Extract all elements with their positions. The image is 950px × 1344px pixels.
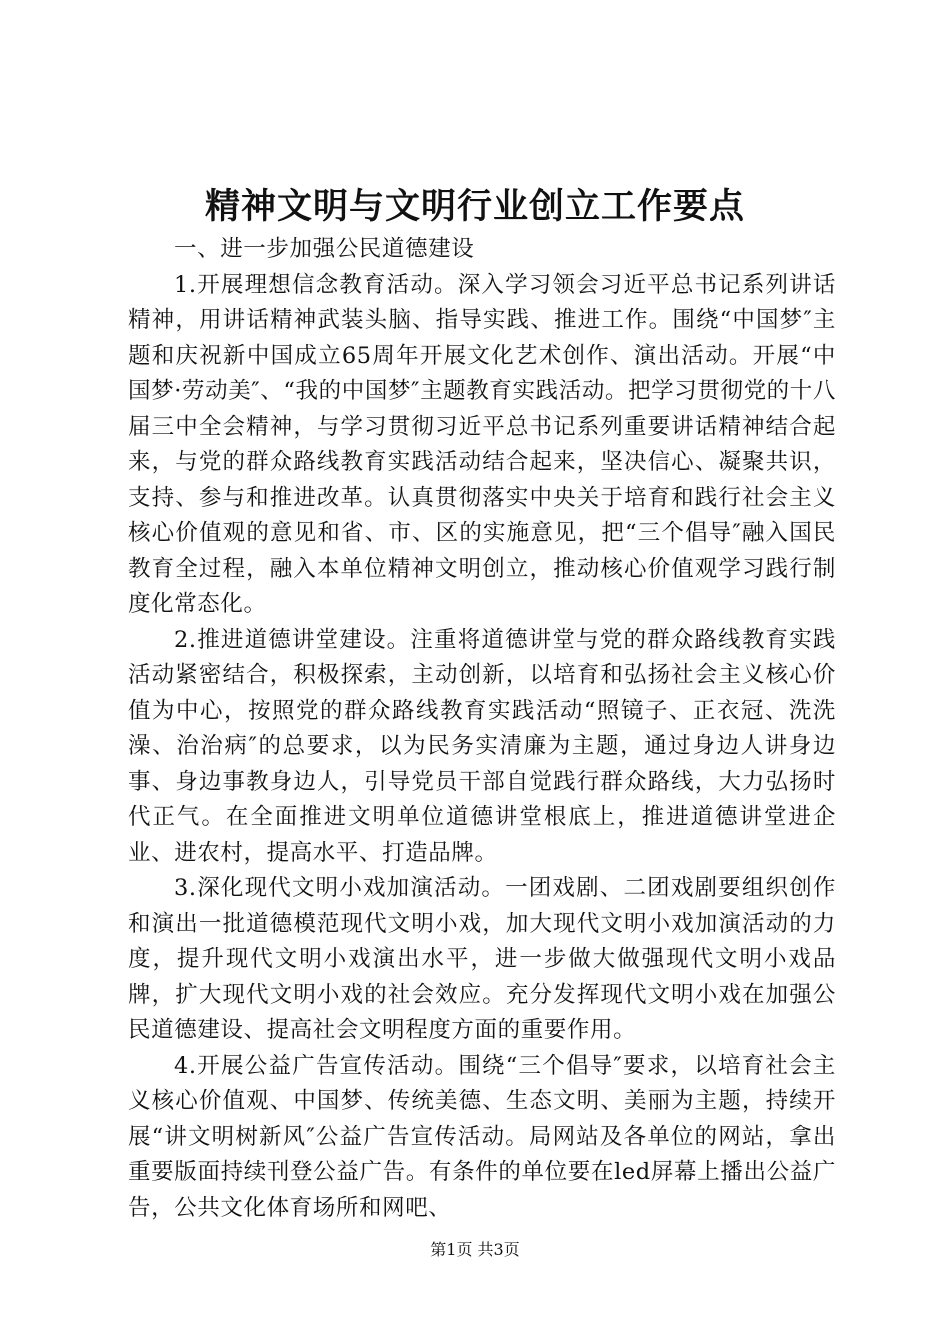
paragraph-3: 3.深化现代文明小戏加演活动。一团戏剧、二团戏剧要组织创作和演出一批道德模范现代文明小戏，加大现代文明小戏加演活动的力度，提升现代文明小戏演出水平，进一步做大做强现代文明小戏品牌，扩大现代文明小戏的社会效应。充分发挥现代文明小戏在加强公民道德建设、提高社会文明程度方面的重要作用。: [128, 875, 836, 1043]
document-title: 精神文明与文明行业创立工作要点: [204, 186, 745, 227]
page-total: 共3页: [477, 1240, 520, 1259]
section-heading: 一、进一步加强公民道德建设: [174, 236, 475, 262]
paragraph-1: 1.开展理想信念教育活动。深入学习领会习近平总书记系列讲话精神，用讲话精神武装头脑、指导实践、推进工作。围绕“中国梦″主题和庆祝新中国成立65周年开展文化艺术创作、演出活动。开展“中国梦·劳动美″、“我的中国梦″主题教育实践活动。把学习贯彻党的十八届三中全会精神，与学习贯彻习近平总书记系列重要讲话精神结合起来，与党的群众路线教育实践活动结合起来，坚决信心、凝聚共识，支持、参与和推进改革。认真贯彻落实中央关于培育和践行社会主义核心价值观的意见和省、市、区的实施意见，把“三个倡导″融入国民教育全过程，融入本单位精神文明创立，推动核心价值观学习践行制度化常态化。: [128, 271, 836, 617]
page-number: 第1页: [430, 1240, 473, 1259]
document-body: [128, 232, 836, 1226]
paragraph-2: 2.推进道德讲堂建设。注重将道德讲堂与党的群众路线教育实践活动紧密结合，积极探索，主动创新，以培育和弘扬社会主义核心价值为中心，按照党的群众路线教育实践活动“照镜子、正衣冠、洗洗澡、治治病″的总要求，以为民务实清廉为主题，通过身边人讲身边事、身边事教身边人，引导党员干部自觉践行群众路线，大力弘扬时代正气。在全面推进文明单位道德讲堂根底上，推进道德讲堂进企业、进农村，提高水平、打造品牌。: [128, 626, 836, 866]
page-footer: [0, 1238, 950, 1262]
paragraph-4: 4.开展公益广告宣传活动。围绕“三个倡导″要求，以培育社会主义核心价值观、中国梦、传统美德、生态文明、美丽为主题，持续开展“讲文明树新风″公益广告宣传活动。局网站及各单位的网站，拿出重要版面持续刊登公益广告。有条件的单位要在led屏幕上播出公益广告，公共文化体育场所和网吧、: [128, 1052, 836, 1221]
